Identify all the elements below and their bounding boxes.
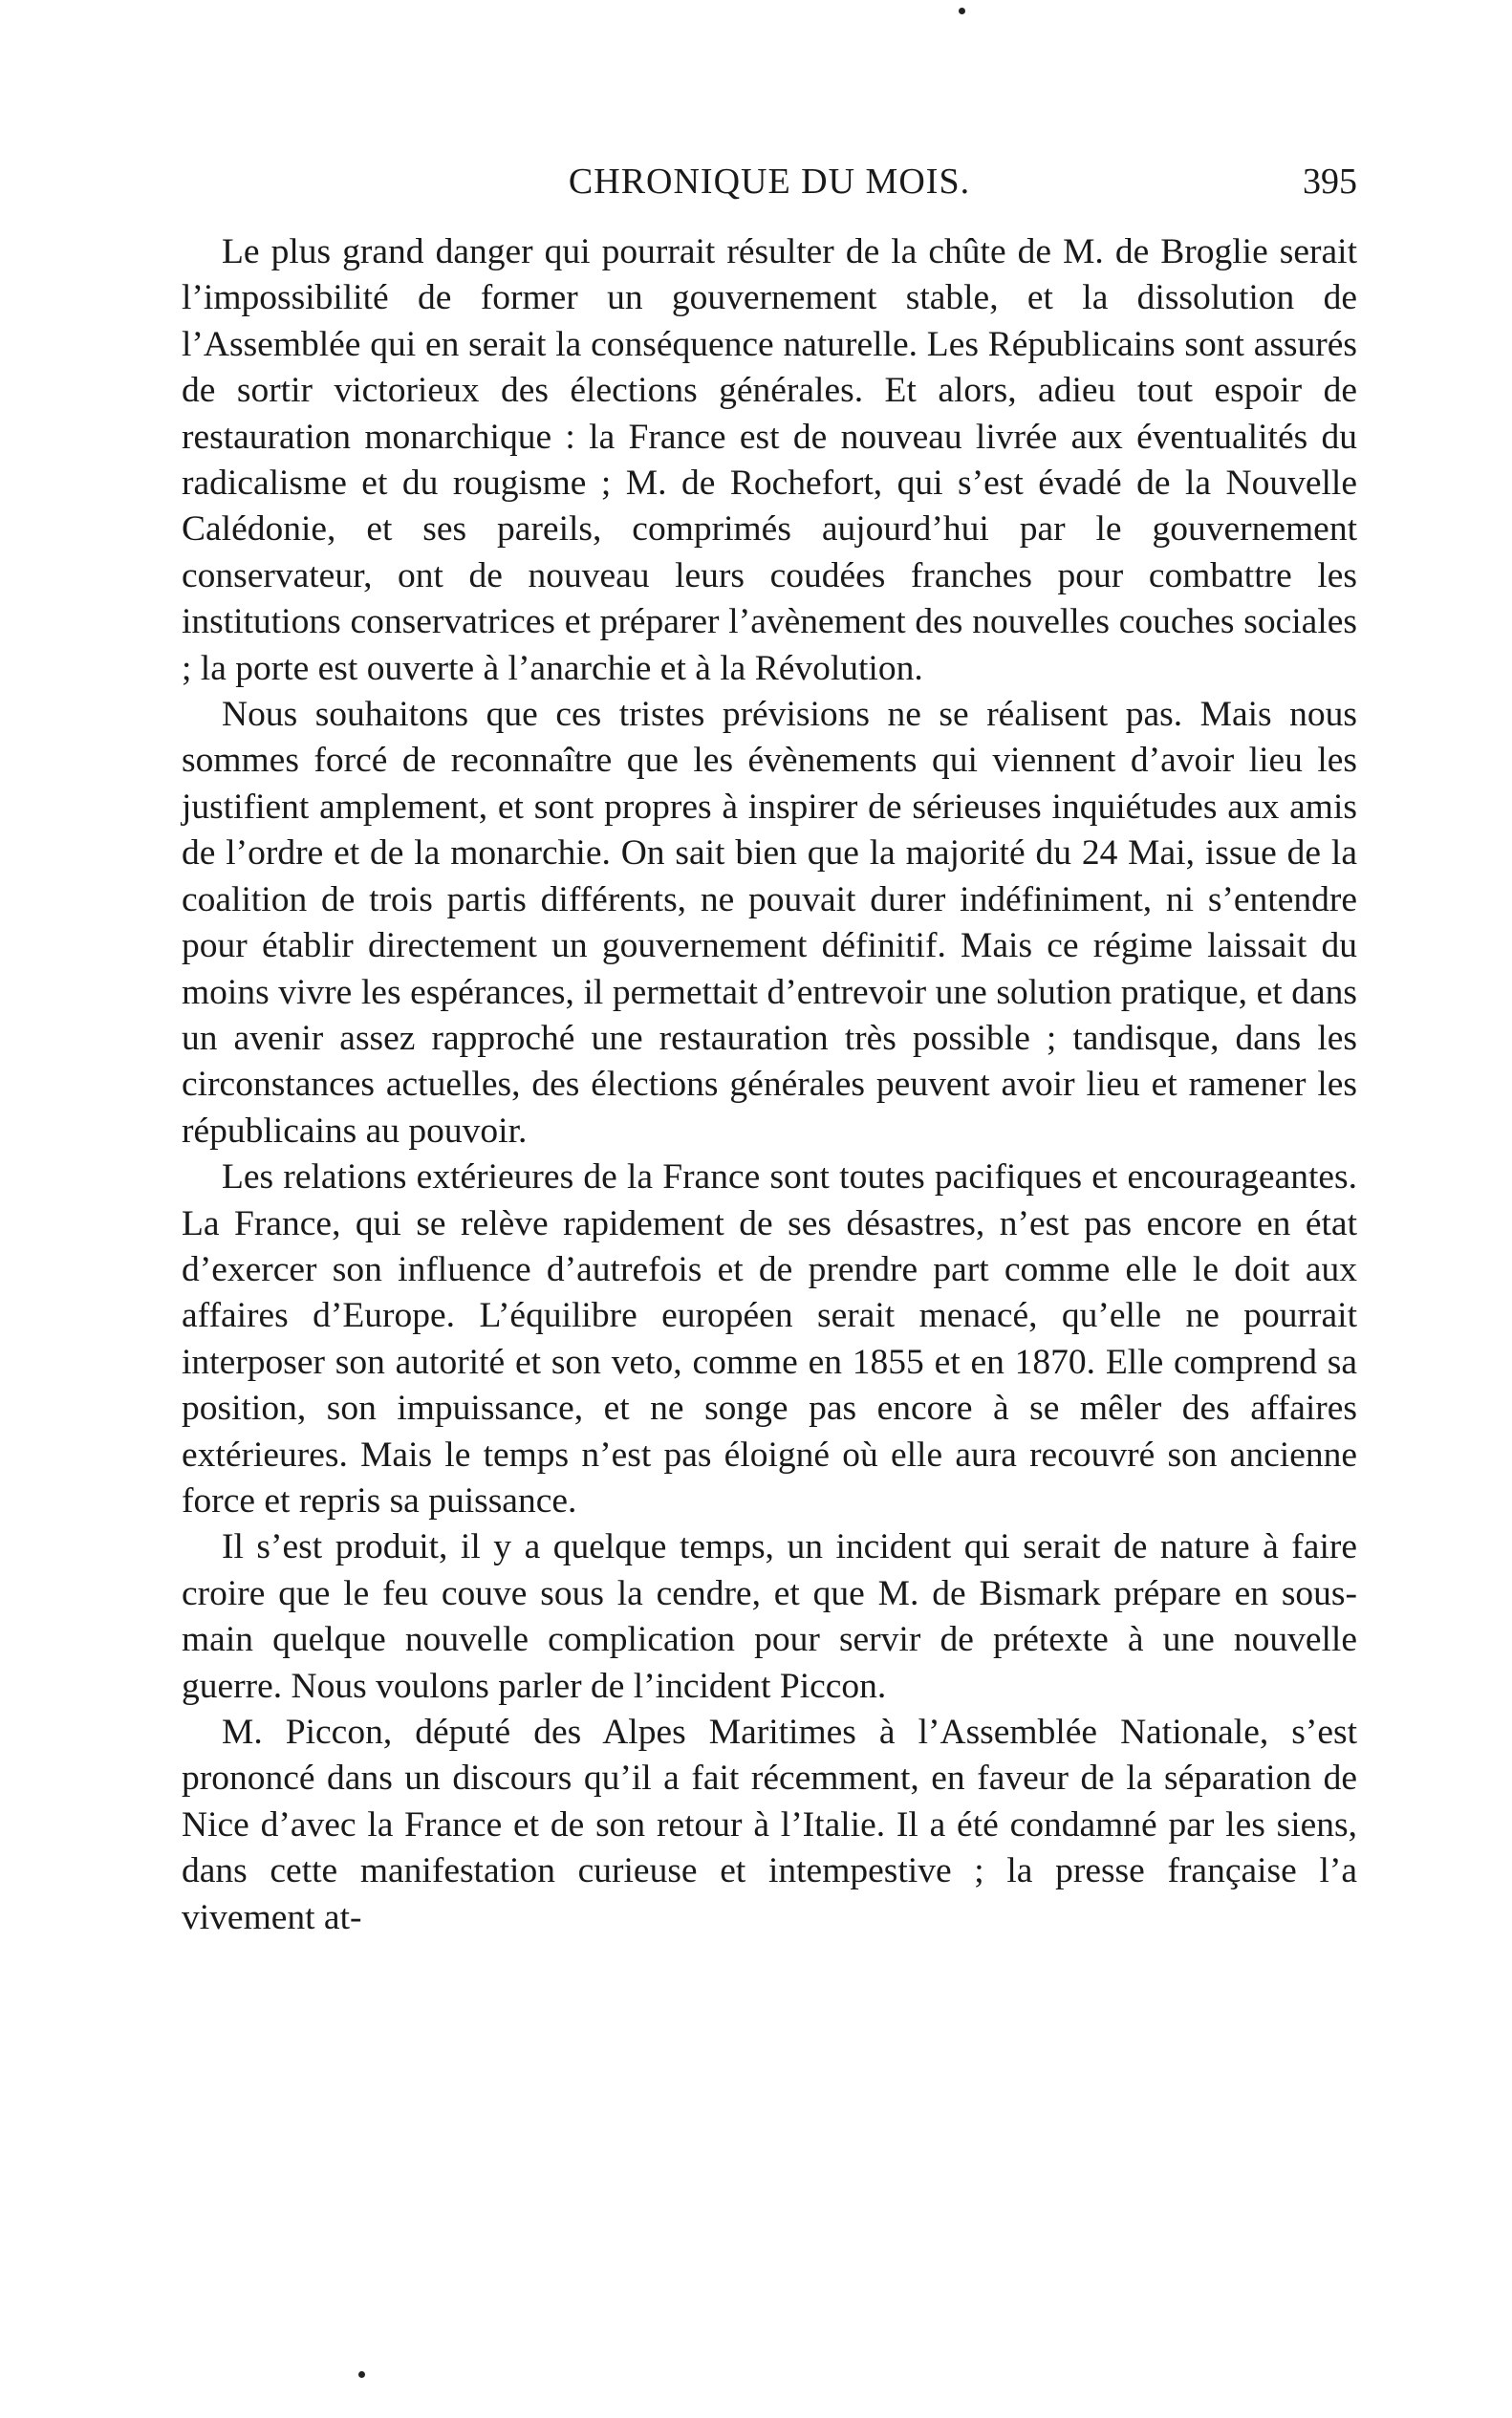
- paragraph-1: Le plus grand danger qui pourrait résulter de la chûte de M. de Broglie serait l’impossibilité de former un gouvernement stable, et la dissolution de l’Assemblée qui en serait la conséquence naturelle. Les Républicains sont assurés de sortir victorieux des élections générales. Et alors, adieu tout espoir de restauration monarchique : la France est de nouveau livrée aux éventualités du radicalisme et du rougisme ; M. de Rochefort, qui s’est évadé de la Nouvelle Calédonie, et ses pareils, comprimés aujourd’hui par le gouvernement conservateur, ont de nouveau leurs coudées franches pour combattre les institutions conservatrices et préparer l’avènement des nouvelles couches sociales ; la porte est ouverte à l’anarchie et à la Révolution.: [182, 232, 1357, 688]
- page-header: [182, 153, 1357, 210]
- print-speck-top: [959, 8, 965, 14]
- paragraph-5: M. Piccon, député des Alpes Maritimes à l’Assemblée Nationale, s’est prononcé dans un discours qu’il a fait récemment, en faveur de la séparation de Nice d’avec la France et de son retour à l’Italie. Il a été condamné par les siens, dans cette manifestation curieuse et intempestive ; la presse française l’a vivement at-: [182, 1713, 1357, 1937]
- body-text: [182, 229, 1357, 1941]
- print-speck-bottom: [358, 2371, 365, 2378]
- running-title: CHRONIQUE DU MOIS.: [568, 162, 971, 202]
- paragraph-4: Il s’est produit, il y a quelque temps, un incident qui serait de nature à faire croire que le feu couve sous la cendre, et que M. de Bismark prépare en sous-main quelque nouvelle complication pour servir de prétexte à une nouvelle guerre. Nous voulons parler de l’incident Piccon.: [182, 1527, 1357, 1706]
- page-number: 395: [1303, 162, 1357, 202]
- paragraph-2: Nous souhaitons que ces tristes prévisions ne se réalisent pas. Mais nous sommes forcé de reconnaître que les évènements qui viennent d’avoir lieu les justifient amplement, et sont propres à inspirer de sérieuses inquiétudes aux amis de l’ordre et de la monarchie. On sait bien que la majorité du 24 Mai, issue de la coalition de trois partis différents, ne pouvait durer indéfiniment, ni s’entendre pour établir directement un gouvernement définitif. Mais ce régime laissait du moins vivre les espérances, il permettait d’entrevoir une solution pratique, et dans un avenir assez rapproché une restauration très possible ; tandisque, dans les circonstances actuelles, des élections générales peuvent avoir lieu et ramener les républicains au pouvoir.: [182, 695, 1357, 1151]
- paragraph-3: Les relations extérieures de la France sont toutes pacifiques et encourageantes. La France, qui se relève rapidement de ses désastres, n’est pas encore en état d’exercer son influence d’autrefois et de prendre part comme elle le doit aux affaires d’Europe. L’équilibre européen serait menacé, qu’elle ne pourrait interposer son autorité et son veto, comme en 1855 et en 1870. Elle comprend sa position, son impuissance, et ne songe pas encore à se mêler des affaires extérieures. Mais le temps n’est pas éloigné où elle aura recouvré son ancienne force et repris sa puissance.: [182, 1157, 1357, 1521]
